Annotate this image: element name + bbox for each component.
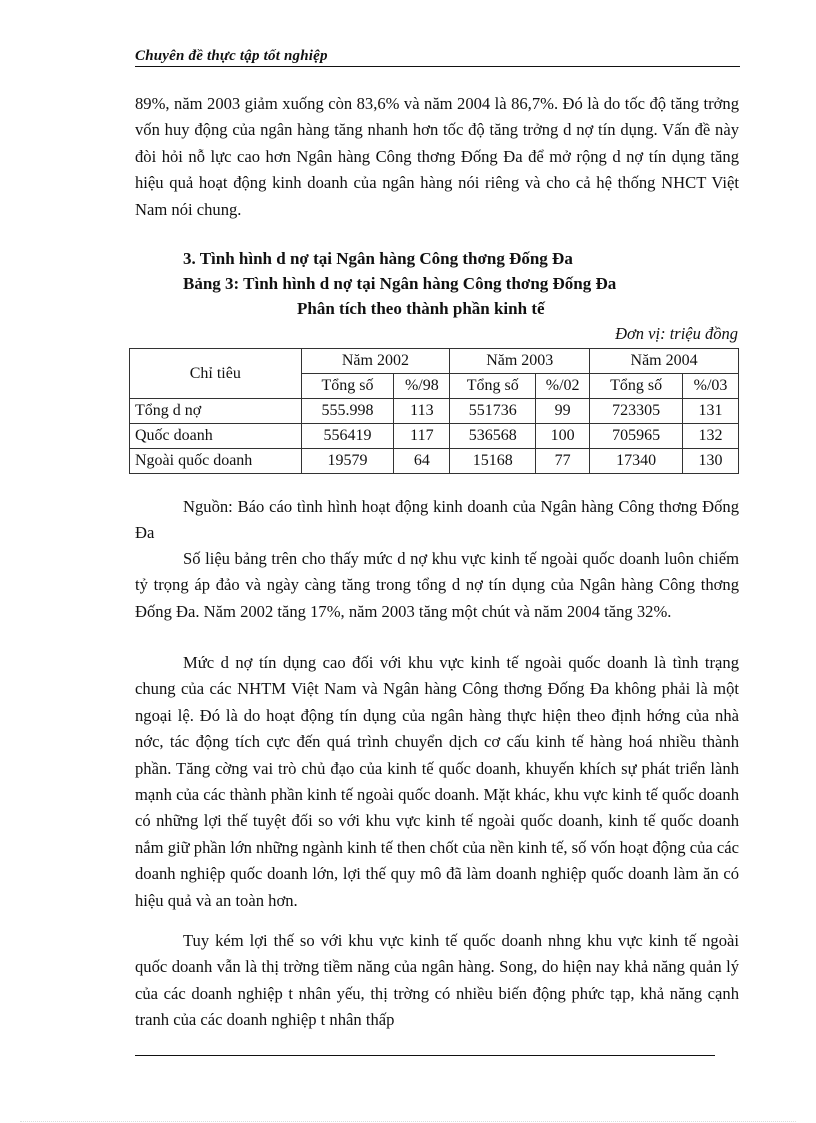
table-cell: 130 (683, 449, 739, 474)
table-cell: 551736 (450, 399, 536, 424)
page-edge (20, 1121, 796, 1122)
section-heading: 3. Tình hình d nợ tại Ngân hàng Công thơng Đống Đa (183, 249, 573, 268)
subheader-cell: %/03 (683, 374, 739, 399)
subheader-cell: %/98 (394, 374, 450, 399)
table-cell: 77 (536, 449, 590, 474)
table-cell: 19579 (301, 449, 394, 474)
source-note: Nguồn: Báo cáo tình hình hoạt động kinh doanh của Ngân hàng Công thơng Đống Đa (135, 497, 739, 543)
table-cell: 536568 (450, 424, 536, 449)
table-cell: 64 (394, 449, 450, 474)
header-cell: Chỉ tiêu (130, 349, 302, 399)
table-row (130, 424, 739, 449)
table-cell: 99 (536, 399, 590, 424)
table-cell: 117 (394, 424, 450, 449)
table-cell: 15168 (450, 449, 536, 474)
paragraph-analysis-2: Mức d nợ tín dụng cao đối với khu vực kinh tế ngoài quốc doanh là tình trạng chung của các NHTM Việt Nam và Ngân hàng Công thơng Đống Đa không phải là một ngoại lệ. Đó là do hoạt động tín dụng của ngân hàng thực hiện theo định hớng của nhà nớc, tác động tích cực đến quá trình chuyển dịch cơ cấu kinh tế hàng hoá nhiều thành phần. Tăng cờng vai trò chủ đạo của kinh tế quốc doanh, khuyến khích sự phát triển lành mạnh của các thành phần kinh tế ngoài quốc doanh. Mặt khác, khu vực kinh tế quốc doanh có những lợi thế tuyệt đối so với khu vực kinh tế ngoài quốc doanh, kinh tế quốc doanh nắm giữ phần lớn những ngành kinh tế then chốt của nền kinh tế, số vốn hoạt động của các doanh nghiệp quốc doanh lớn, lợi thế quy mô đã làm doanh nghiệp quốc doanh làm ăn có hiệu quả và an toàn hơn. (135, 653, 739, 910)
row-label: Tổng d nợ (130, 399, 302, 424)
header-title: Chuyên đề thực tập tốt nghiệp (135, 48, 328, 64)
footer-rule (135, 1055, 715, 1056)
table-header-row (130, 349, 739, 374)
header-cell: Năm 2002 (301, 349, 450, 374)
table-cell: 556419 (301, 424, 394, 449)
subheader-cell: %/02 (536, 374, 590, 399)
paragraph-analysis-1: Số liệu bảng trên cho thấy mức d nợ khu vực kinh tế ngoài quốc doanh luôn chiếm tỷ trọng áp đảo và ngày càng tăng trong tổng d nợ tín dụng của Ngân hàng Công thơng Đống Đa. Năm 2002 tăng 17%, năm 2003 tăng một chút và năm 2004 tăng 32%. (135, 549, 739, 621)
table-title: Bảng 3: Tình hình d nợ tại Ngân hàng Công thơng Đống Đa (183, 274, 617, 293)
row-label: Quốc doanh (130, 424, 302, 449)
subheader-cell: Tổng số (590, 374, 683, 399)
table-subtitle: Phân tích theo thành phần kinh tế (297, 299, 545, 318)
table-cell: 17340 (590, 449, 683, 474)
table-cell: 723305 (590, 399, 683, 424)
page-header (135, 48, 740, 67)
header-cell: Năm 2004 (590, 349, 739, 374)
credit-table (129, 348, 739, 474)
paragraph-analysis-3: Tuy kém lợi thế so với khu vực kinh tế quốc doanh nhng khu vực kinh tế ngoài quốc doanh vẫn là thị trờng tiềm năng của ngân hàng. Song, do hiện nay khả năng quản lý của các doanh nghiệp t nhân yếu, thị trờng có nhiều biến động phức tạp, khả năng cạnh tranh của các doanh nghiệp t nhân thấp (135, 931, 739, 1030)
table-cell: 705965 (590, 424, 683, 449)
table-cell: 113 (394, 399, 450, 424)
row-label: Ngoài quốc doanh (130, 449, 302, 474)
header-cell: Năm 2003 (450, 349, 590, 374)
table-cell: 131 (683, 399, 739, 424)
table-row (130, 449, 739, 474)
table-row (130, 399, 739, 424)
table-cell: 555.998 (301, 399, 394, 424)
subheader-cell: Tổng số (450, 374, 536, 399)
paragraph-intro: 89%, năm 2003 giảm xuống còn 83,6% và năm 2004 là 86,7%. Đó là do tốc độ tăng trởng vốn huy động của ngân hàng tăng nhanh hơn tốc độ tăng trởng d nợ tín dụng. Vấn đề này đòi hỏi nỗ lực cao hơn Ngân hàng Công thơng Đống Đa để mở rộng d nợ tín dụng tăng hiệu quả hoạt động kinh doanh của ngân hàng nói riêng và cho cả hệ thống NHCT Việt Nam nói chung. (135, 94, 739, 219)
table-cell: 100 (536, 424, 590, 449)
table-cell: 132 (683, 424, 739, 449)
unit-label: Đơn vị: triệu đồng (615, 324, 738, 343)
subheader-cell: Tổng số (301, 374, 394, 399)
